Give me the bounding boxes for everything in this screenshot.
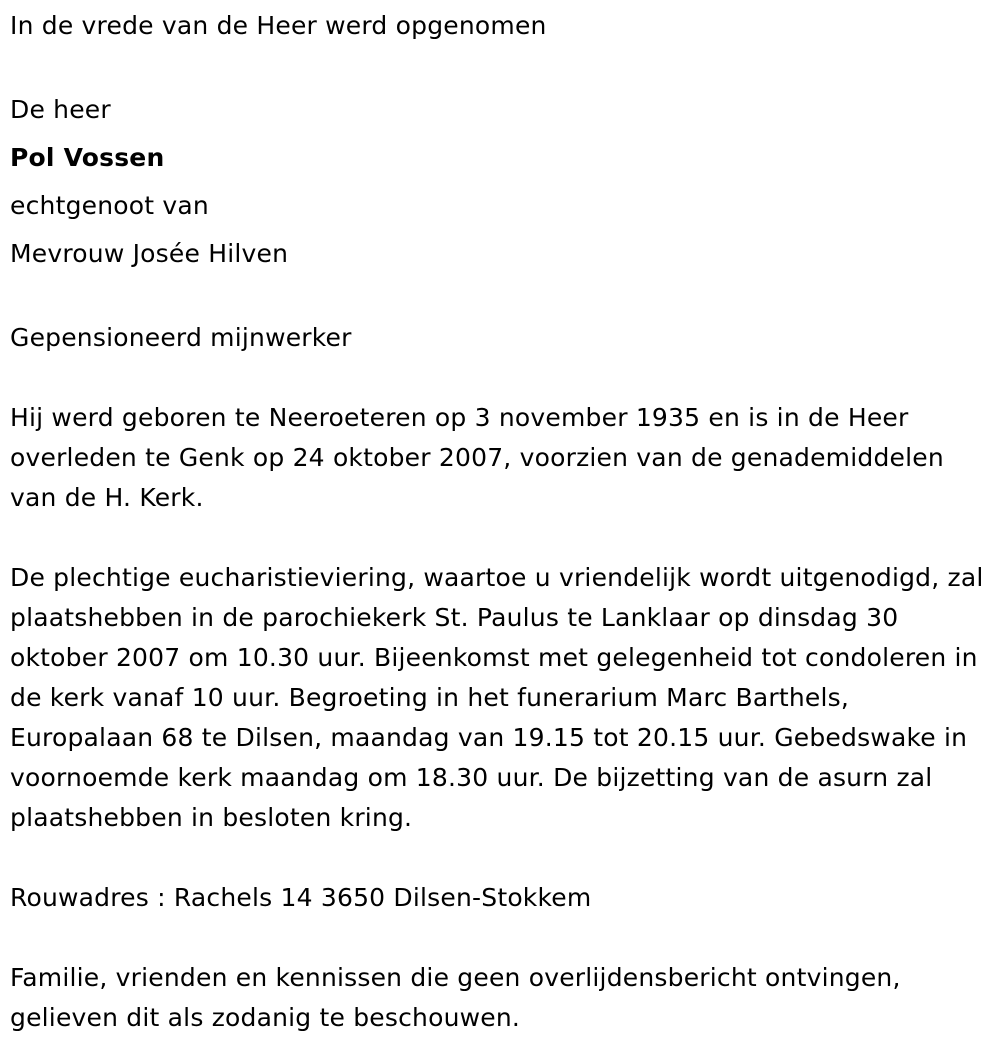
deceased-name: Pol Vossen xyxy=(10,143,165,172)
spacer xyxy=(10,278,995,318)
intro-line: In de vrede van de Heer werd opgenomen xyxy=(10,11,547,40)
ceremony-paragraph: De plechtige eucharistieviering, waartoe u vriendelijk wordt uitgenodigd, zal plaatshebben in de parochiekerk St. Paulus te Lanklaar op dinsdag 30 oktober 2007 om 10.30 uur. Bijeenkomst met gelegenheid tot condoleren in de kerk vanaf 10 uur. Begroeting in het funerarium Marc Barthels, Europalaan 68 te Dilsen, maandag van 19.15 tot 20.15 uur. Gebedswake in voornoemde kerk maandag om 18.30 uur. De bijzetting van de asurn zal plaatshebben in besloten kring. xyxy=(10,563,984,832)
obituary-notice xyxy=(10,6,995,1038)
spacer xyxy=(10,358,995,398)
closing-paragraph: Familie, vrienden en kennissen die geen overlijdensbericht ontvingen, gelieven dit als zodanig te beschouwen. xyxy=(10,963,901,1032)
spacer xyxy=(10,46,995,86)
spacer xyxy=(10,918,995,958)
occupation: Gepensioneerd mijnwerker xyxy=(10,323,352,352)
spouse-name: Mevrouw Josée Hilven xyxy=(10,239,289,268)
spacer xyxy=(10,838,995,878)
mourning-address: Rouwadres : Rachels 14 3650 Dilsen-Stokkem xyxy=(10,883,592,912)
salutation: De heer xyxy=(10,95,111,124)
spacer xyxy=(10,518,995,558)
birth-death-paragraph: Hij werd geboren te Neeroeteren op 3 november 1935 en is in de Heer overleden te Genk op 24 oktober 2007, voorzien van de genademiddelen van de H. Kerk. xyxy=(10,403,944,512)
relation-line: echtgenoot van xyxy=(10,191,209,220)
